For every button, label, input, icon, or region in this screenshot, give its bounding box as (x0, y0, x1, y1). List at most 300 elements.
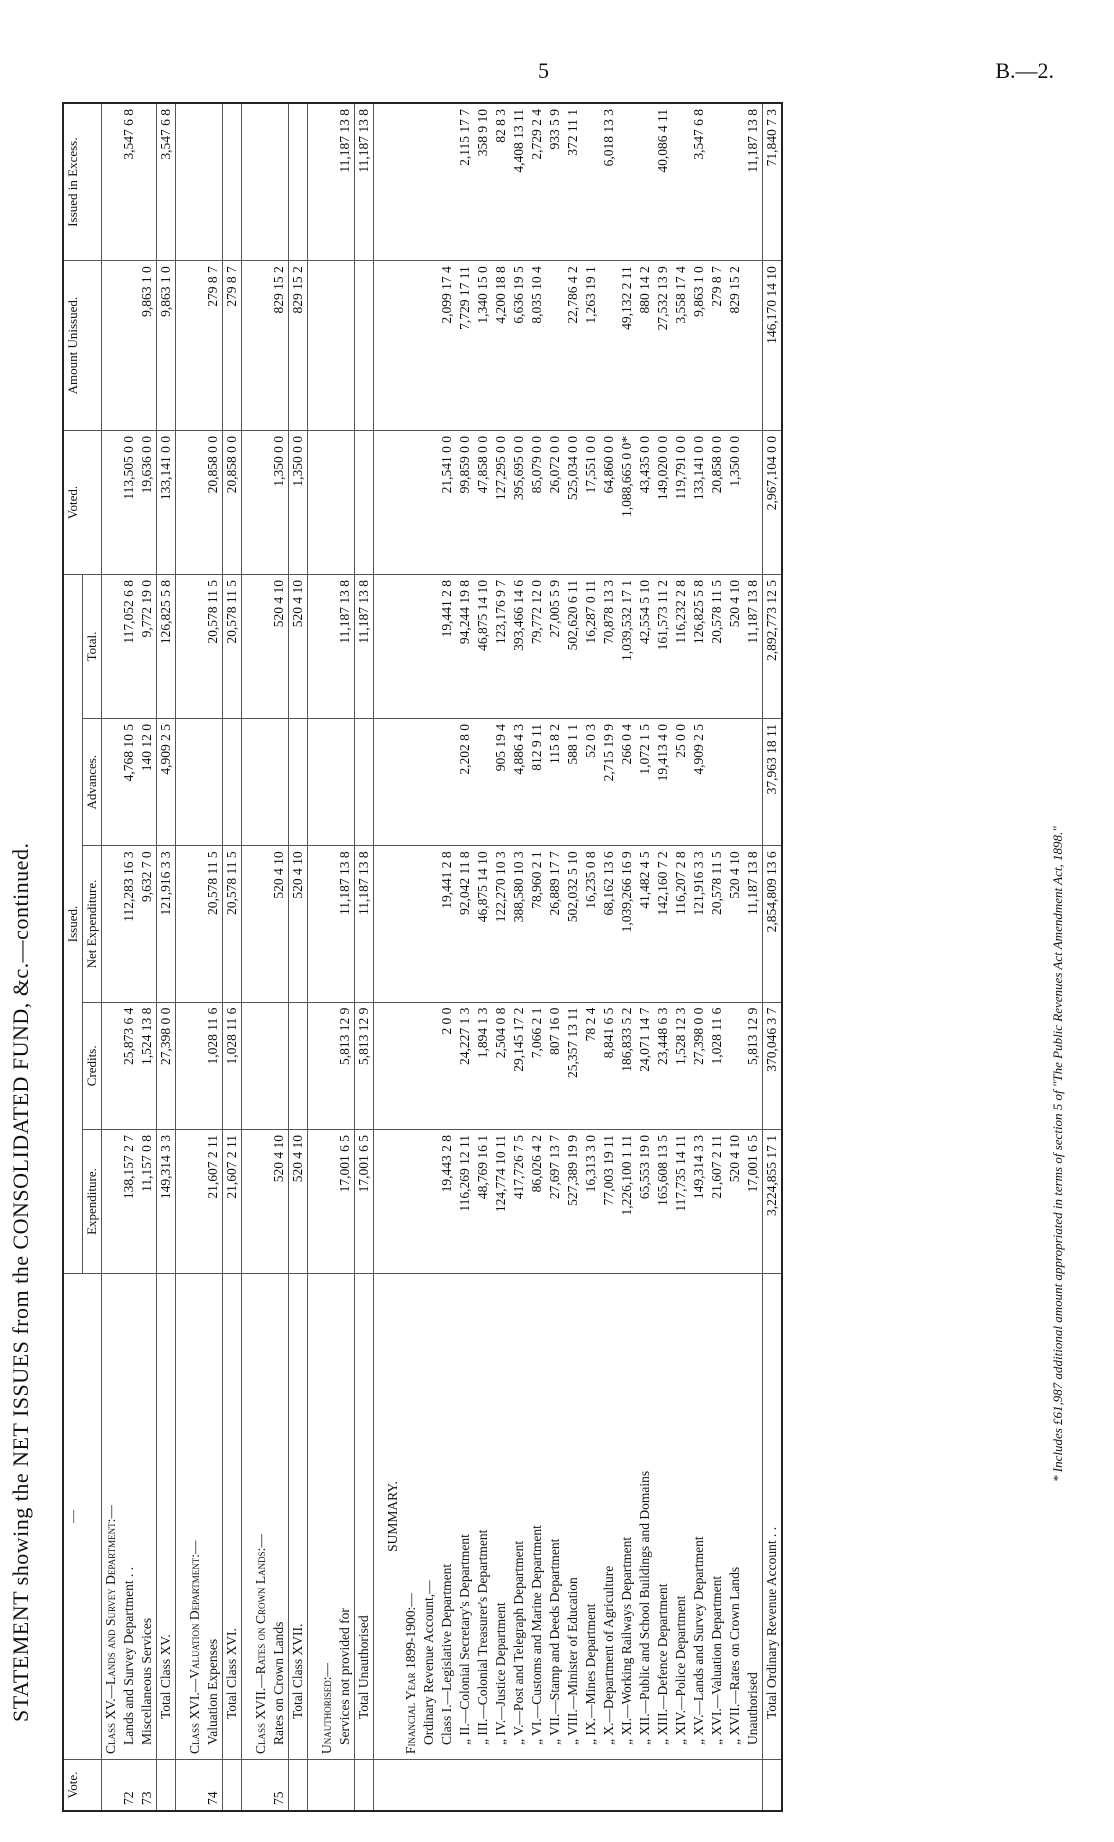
cell-adv (318, 719, 336, 846)
cell-vote (242, 1760, 253, 1812)
cell-cred: 8,841 6 5 (600, 1002, 618, 1129)
summary-row (690, 103, 708, 1811)
cell-desc: Total Class XVII. (289, 1274, 308, 1760)
cell-exc (308, 103, 319, 261)
cell-voted: 1,088,665 0 0* (618, 431, 636, 575)
cell-unis: 829 15 2 (270, 261, 289, 431)
cell-cred (252, 1002, 270, 1129)
cell-exp: 417,726 7 5 (510, 1130, 528, 1274)
cell-adv (242, 719, 253, 846)
cell-unis: 9,863 1 0 (690, 261, 708, 431)
cell-exp (252, 1130, 270, 1274)
summary-heading-row (384, 103, 402, 1811)
cell-tot (384, 575, 402, 719)
cell-exp (308, 1130, 319, 1274)
cell-adv (355, 719, 374, 846)
cell-vote (374, 1760, 385, 1812)
cell-unis: 7,729 17 11 (456, 261, 474, 431)
cell-desc (242, 1274, 253, 1760)
cell-desc: „ IV.—Justice Department (492, 1274, 510, 1760)
cell-cred (420, 1002, 438, 1129)
cell-vote (384, 1760, 402, 1812)
cell-voted (336, 431, 355, 575)
cell-tot: 19,441 2 8 (438, 575, 456, 719)
document-reference: B.—2. (995, 58, 1054, 83)
cell-exc (242, 103, 253, 261)
cell-desc: Unauthorised (744, 1274, 763, 1760)
cell-adv: 905 19 4 (492, 719, 510, 846)
cell-cred: 1,528 12 3 (672, 1002, 690, 1129)
cell-net (242, 846, 253, 1002)
cell-tot (242, 575, 253, 719)
cell-tot: 1,039,532 17 1 (618, 575, 636, 719)
cell-unis: 1,263 19 1 (582, 261, 600, 431)
cell-tot: 20,578 11 5 (204, 575, 223, 719)
cell-unis (318, 261, 336, 431)
cell-tot: 11,187 13 8 (336, 575, 355, 719)
cell-exc: 933 5 9 (546, 103, 564, 261)
summary-row (492, 103, 510, 1811)
cell-tot (252, 575, 270, 719)
cell-cred: 370,046 3 7 (763, 1002, 783, 1129)
cell-net: 520 4 10 (270, 846, 289, 1002)
cell-exp: 11,157 0 8 (138, 1130, 157, 1274)
cell-net: 520 4 10 (726, 846, 744, 1002)
cell-unis: 829 15 2 (289, 261, 308, 431)
summary-account: Ordinary Revenue Account,— (420, 1274, 438, 1760)
cell-adv (270, 719, 289, 846)
cell-voted (186, 431, 204, 575)
cell-exc (270, 103, 289, 261)
cell-exc: 11,187 13 8 (336, 103, 355, 261)
cell-exc (289, 103, 308, 261)
cell-vote (402, 1760, 420, 1812)
cell-adv: 266 0 4 (618, 719, 636, 846)
cell-tot (402, 575, 420, 719)
cell-cred: 29,145 17 2 (510, 1002, 528, 1129)
cell-cred: 24,227 1 3 (456, 1002, 474, 1129)
cell-exp: 520 4 10 (289, 1130, 308, 1274)
cell-tot (374, 575, 385, 719)
cell-tot: 42,554 5 10 (636, 575, 654, 719)
cell-net: 502,032 5 10 (564, 846, 582, 1002)
cell-exc (374, 103, 385, 261)
cell-adv: 2,202 8 0 (456, 719, 474, 846)
cell-voted (176, 431, 187, 575)
cell-net: 92,042 11 8 (456, 846, 474, 1002)
cell-vote (654, 1760, 672, 1812)
cell-exp: 520 4 10 (270, 1130, 289, 1274)
cell-voted: 113,505 0 0 (120, 431, 138, 575)
cell-net: 121,916 3 3 (157, 846, 176, 1002)
cell-exc: 3,547 6 8 (120, 103, 138, 261)
cell-net: 26,889 17 7 (546, 846, 564, 1002)
cell-tot: 126,825 5 8 (157, 575, 176, 719)
cell-vote (336, 1760, 355, 1812)
cell-voted (308, 431, 319, 575)
cell-exp (186, 1130, 204, 1274)
cell-unis (176, 261, 187, 431)
cell-net: 19,441 2 8 (438, 846, 456, 1002)
class-heading: Unauthorised:— (318, 1274, 336, 1760)
cell-cred: 807 16 0 (546, 1002, 564, 1129)
cell-desc (176, 1274, 187, 1760)
cell-desc: „ III.—Colonial Treasurer's Department (474, 1274, 492, 1760)
cell-voted (744, 431, 763, 575)
spacer-row (374, 103, 385, 1811)
cell-adv: 140 12 0 (138, 719, 157, 846)
cell-voted: 99,859 0 0 (456, 431, 474, 575)
cell-tot (308, 575, 319, 719)
spacer-row (242, 103, 253, 1811)
cell-exc (252, 103, 270, 261)
header-voted: Voted. (63, 431, 102, 575)
header-amount-unissued: Amount Unissued. (63, 261, 102, 431)
cell-unis (546, 261, 564, 431)
cell-tot: 520 4 10 (726, 575, 744, 719)
cell-voted: 64,860 0 0 (600, 431, 618, 575)
cell-desc: „ VII.—Stamp and Deeds Department (546, 1274, 564, 1760)
cell-tot (102, 575, 121, 719)
cell-exp: 149,314 3 3 (690, 1130, 708, 1274)
cell-exp: 21,607 2 11 (204, 1130, 223, 1274)
cell-tot: 27,005 5 9 (546, 575, 564, 719)
cell-desc: Class I.—Legislative Department (438, 1274, 456, 1760)
cell-vote (492, 1760, 510, 1812)
cell-exp (176, 1130, 187, 1274)
summary-row (708, 103, 726, 1811)
cell-exp: 17,001 6 5 (744, 1130, 763, 1274)
cell-cred: 1,028 11 6 (708, 1002, 726, 1129)
cell-vote (528, 1760, 546, 1812)
cell-voted: 133,141 0 0 (690, 431, 708, 575)
cell-tot: 46,875 14 10 (474, 575, 492, 719)
cell-tot: 11,187 13 8 (744, 575, 763, 719)
cell-desc: „ VIII.—Minister of Education (564, 1274, 582, 1760)
cell-net (318, 846, 336, 1002)
cell-exp: 1,226,100 1 11 (618, 1130, 636, 1274)
cell-exp: 138,157 2 7 (120, 1130, 138, 1274)
cell-cred: 5,813 12 9 (744, 1002, 763, 1129)
cell-vote (223, 1760, 242, 1812)
cell-exc (438, 103, 456, 261)
cell-unis: 9,863 1 0 (157, 261, 176, 431)
cell-vote (618, 1760, 636, 1812)
cell-tot: 520 4 10 (270, 575, 289, 719)
summary-row (510, 103, 528, 1811)
summary-row (456, 103, 474, 1811)
cell-exp: 65,553 19 0 (636, 1130, 654, 1274)
cell-cred (242, 1002, 253, 1129)
cell-desc: „ XV.—Lands and Survey Department (690, 1274, 708, 1760)
cell-adv: 52 0 3 (582, 719, 600, 846)
cell-unis: 146,170 14 10 (763, 261, 783, 431)
cell-net: 122,270 10 3 (492, 846, 510, 1002)
cell-voted (402, 431, 420, 575)
page-number: 5 (538, 58, 549, 83)
cell-voted: 133,141 0 0 (157, 431, 176, 575)
cell-adv (308, 719, 319, 846)
cell-voted: 17,551 0 0 (582, 431, 600, 575)
cell-vote (456, 1760, 474, 1812)
cell-exc (582, 103, 600, 261)
header-vote: Vote. (63, 1760, 102, 1812)
cell-cred: 1,524 13 8 (138, 1002, 157, 1129)
cell-voted: 1,350 0 0 (726, 431, 744, 575)
cell-exc: 2,729 2 4 (528, 103, 546, 261)
table-row (204, 103, 223, 1811)
cell-cred (402, 1002, 420, 1129)
cell-exc: 3,547 6 8 (157, 103, 176, 261)
cell-net: 11,187 13 8 (336, 846, 355, 1002)
cell-exp: 77,003 19 11 (600, 1130, 618, 1274)
cell-unis: 27,532 13 9 (654, 261, 672, 431)
cell-voted: 395,695 0 0 (510, 431, 528, 575)
cell-net (420, 846, 438, 1002)
cell-net: 20,578 11 5 (223, 846, 242, 1002)
cell-exp (420, 1130, 438, 1274)
cell-vote (308, 1760, 319, 1812)
cell-adv: 19,413 4 0 (654, 719, 672, 846)
cell-cred: 24,071 14 7 (636, 1002, 654, 1129)
cell-exp: 149,314 3 3 (157, 1130, 176, 1274)
cell-unis (186, 261, 204, 431)
cell-exc (726, 103, 744, 261)
cell-vote (355, 1760, 374, 1812)
cell-adv (176, 719, 187, 846)
cell-adv: 4,909 2 5 (690, 719, 708, 846)
cell-vote (564, 1760, 582, 1812)
cell-adv (402, 719, 420, 846)
cell-exc (318, 103, 336, 261)
cell-exc: 4,408 13 11 (510, 103, 528, 261)
cell-net: 9,632 7 0 (138, 846, 157, 1002)
summary-row (744, 103, 763, 1811)
class-heading: Class XVII.—Rates on Crown Lands:— (252, 1274, 270, 1760)
cell-vote (252, 1760, 270, 1812)
cell-exc: 2,115 17 7 (456, 103, 474, 261)
cell-net (176, 846, 187, 1002)
cell-adv: 2,715 19 9 (600, 719, 618, 846)
cell-unis: 1,340 15 0 (474, 261, 492, 431)
cell-adv (223, 719, 242, 846)
table-row (270, 103, 289, 1811)
cell-voted: 149,020 0 0 (654, 431, 672, 575)
cell-adv (374, 719, 385, 846)
cell-unis (384, 261, 402, 431)
summary-row (618, 103, 636, 1811)
cell-exp: 16,313 3 0 (582, 1130, 600, 1274)
cell-exc (138, 103, 157, 261)
table-body (102, 103, 783, 1811)
cell-exc: 11,187 13 8 (744, 103, 763, 261)
cell-cred: 1,894 1 3 (474, 1002, 492, 1129)
cell-net: 11,187 13 8 (744, 846, 763, 1002)
total-row (289, 103, 308, 1811)
cell-adv (420, 719, 438, 846)
cell-exc (420, 103, 438, 261)
cell-tot (420, 575, 438, 719)
table-row (138, 103, 157, 1811)
cell-desc: „ XI.—Working Railways Department (618, 1274, 636, 1760)
cell-exp (102, 1130, 121, 1274)
cell-voted (384, 431, 402, 575)
cell-exc (204, 103, 223, 261)
cell-unis (120, 261, 138, 431)
cell-unis: 829 15 2 (726, 261, 744, 431)
summary-row (528, 103, 546, 1811)
cell-voted (420, 431, 438, 575)
cell-tot: 16,287 0 11 (582, 575, 600, 719)
cell-exp: 3,224,855 17 1 (763, 1130, 783, 1274)
cell-cred (308, 1002, 319, 1129)
cell-exc (402, 103, 420, 261)
cell-unis (420, 261, 438, 431)
cell-exc: 11,187 13 8 (355, 103, 374, 261)
class-heading: Class XV.—Lands and Survey Department:— (102, 1274, 121, 1760)
header-total: Total. (83, 575, 102, 719)
cell-net: 121,916 3 3 (690, 846, 708, 1002)
summary-row (654, 103, 672, 1811)
class-heading-row (186, 103, 204, 1811)
summary-row (564, 103, 582, 1811)
summary-row (672, 103, 690, 1811)
cell-vote (546, 1760, 564, 1812)
cell-cred: 186,833 5 2 (618, 1002, 636, 1129)
cell-cred (270, 1002, 289, 1129)
cell-net: 16,235 0 8 (582, 846, 600, 1002)
cell-net (374, 846, 385, 1002)
cell-vote (690, 1760, 708, 1812)
cell-cred: 5,813 12 9 (355, 1002, 374, 1129)
spacer-row (176, 103, 187, 1811)
cell-net (102, 846, 121, 1002)
header-credits: Credits. (83, 1002, 102, 1129)
cell-unis: 279 8 7 (708, 261, 726, 431)
cell-unis (336, 261, 355, 431)
cell-vote (157, 1760, 176, 1812)
cell-desc: Total Ordinary Revenue Account . . (763, 1274, 783, 1760)
cell-adv (204, 719, 223, 846)
cell-cred (102, 1002, 121, 1129)
cell-exp: 527,389 19 9 (564, 1130, 582, 1274)
cell-adv (252, 719, 270, 846)
cell-tot: 117,052 6 8 (120, 575, 138, 719)
cell-cred (374, 1002, 385, 1129)
cell-vote (474, 1760, 492, 1812)
cell-unis (102, 261, 121, 431)
cell-net (186, 846, 204, 1002)
cell-adv: 4,768 10 5 (120, 719, 138, 846)
cell-unis (355, 261, 374, 431)
cell-net: 142,160 7 2 (654, 846, 672, 1002)
cell-adv: 588 1 1 (564, 719, 582, 846)
cell-unis: 279 8 7 (204, 261, 223, 431)
cell-cred (318, 1002, 336, 1129)
summary-row (582, 103, 600, 1811)
header-issued-in-excess: Issued in Excess. (63, 103, 102, 261)
cell-unis: 8,035 10 4 (528, 261, 546, 431)
cell-vote (600, 1760, 618, 1812)
cell-voted: 47,858 0 0 (474, 431, 492, 575)
cell-net: 78,960 2 1 (528, 846, 546, 1002)
cell-voted: 127,295 0 0 (492, 431, 510, 575)
cell-cred: 2,504 0 8 (492, 1002, 510, 1129)
cell-unis: 22,786 4 2 (564, 261, 582, 431)
cell-voted: 21,541 0 0 (438, 431, 456, 575)
cell-unis (374, 261, 385, 431)
cell-vote (582, 1760, 600, 1812)
cell-net (308, 846, 319, 1002)
cell-exc: 3,547 6 8 (690, 103, 708, 261)
cell-vote (510, 1760, 528, 1812)
cell-cred (726, 1002, 744, 1129)
summary-row (546, 103, 564, 1811)
cell-tot: 94,244 19 8 (456, 575, 474, 719)
cell-tot: 79,772 12 0 (528, 575, 546, 719)
cell-cred: 1,028 11 6 (223, 1002, 242, 1129)
header-expenditure: Expenditure. (83, 1130, 102, 1274)
cell-desc: „ V.—Post and Telegraph Department (510, 1274, 528, 1760)
cell-exc (223, 103, 242, 261)
cell-cred (186, 1002, 204, 1129)
cell-cred: 27,398 0 0 (690, 1002, 708, 1129)
cell-tot (176, 575, 187, 719)
cell-cred (384, 1002, 402, 1129)
cell-adv: 1,072 1 5 (636, 719, 654, 846)
cell-adv: 37,963 18 11 (763, 719, 783, 846)
cell-unis: 6,636 19 5 (510, 261, 528, 431)
cell-desc (308, 1274, 319, 1760)
cell-desc: „ II.—Colonial Secretary's Department (456, 1274, 474, 1760)
cell-desc: „ XII.—Public and School Buildings and Domains (636, 1274, 654, 1760)
cell-adv: 812 9 11 (528, 719, 546, 846)
cell-exp: 17,001 6 5 (336, 1130, 355, 1274)
cell-voted (242, 431, 253, 575)
cell-adv: 4,886 4 3 (510, 719, 528, 846)
cell-desc (374, 1274, 385, 1760)
cell-exp (318, 1130, 336, 1274)
class-heading-row (252, 103, 270, 1811)
page-title: STATEMENT showing the NET ISSUES from the CONSOLIDATED FUND, &c.—continued. (8, 842, 33, 1722)
cell-voted: 20,858 0 0 (204, 431, 223, 575)
cell-voted: 1,350 0 0 (289, 431, 308, 575)
cell-net: 41,482 4 5 (636, 846, 654, 1002)
cell-tot: 126,825 5 8 (690, 575, 708, 719)
cell-net: 20,578 11 5 (708, 846, 726, 1002)
summary-row (726, 103, 744, 1811)
header-net-expenditure: Net Expenditure. (83, 846, 102, 1002)
cell-vote (636, 1760, 654, 1812)
spacer-row (308, 103, 319, 1811)
cell-unis: 880 14 2 (636, 261, 654, 431)
cell-exp (384, 1130, 402, 1274)
cell-cred: 1,028 11 6 (204, 1002, 223, 1129)
cell-vote (438, 1760, 456, 1812)
class-heading-row (318, 103, 336, 1811)
summary-year-row (402, 103, 420, 1811)
cell-unis: 2,099 17 4 (438, 261, 456, 431)
cell-exp: 19,443 2 8 (438, 1130, 456, 1274)
cell-unis (600, 261, 618, 431)
cell-vote: 73 (138, 1760, 157, 1812)
cell-exc: 82 8 3 (492, 103, 510, 261)
cell-desc: Total Unauthorised (355, 1274, 374, 1760)
cell-exc (618, 103, 636, 261)
cell-exc: 71,840 7 3 (763, 103, 783, 261)
cell-exc (102, 103, 121, 261)
cell-voted (318, 431, 336, 575)
